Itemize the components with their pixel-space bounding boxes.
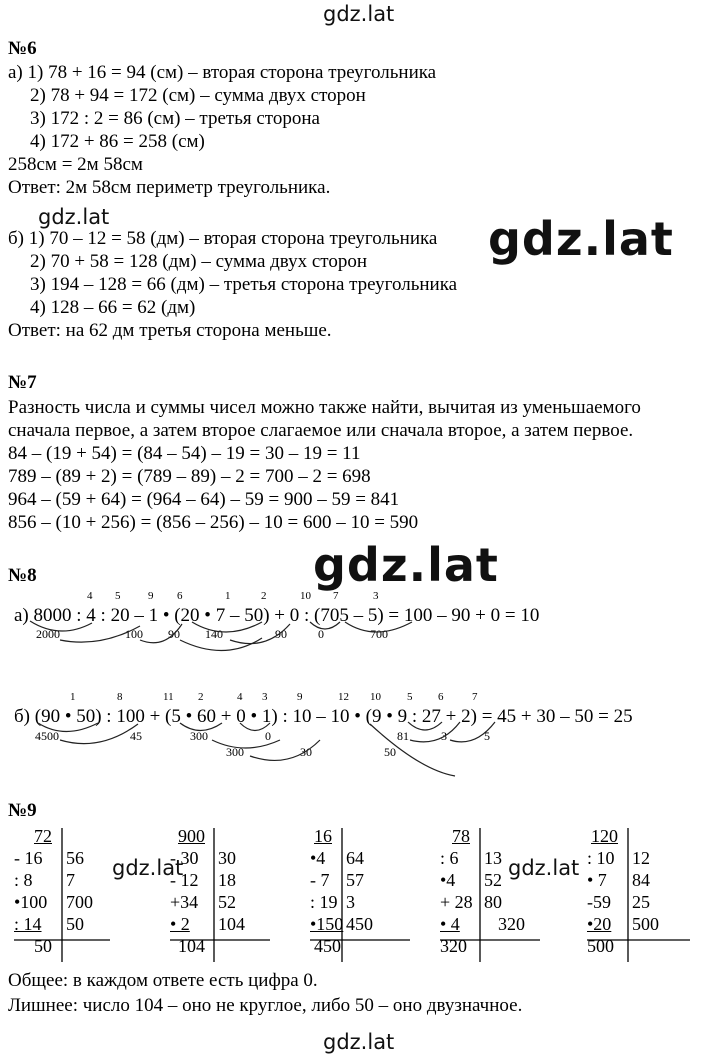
chain-result: 50 <box>34 936 52 956</box>
watermark-top: gdz.lat <box>323 2 395 26</box>
chain-operation: - 12 <box>170 870 199 890</box>
chain-operation: : 14 <box>14 914 42 934</box>
chain-value: 12 <box>632 848 650 868</box>
chain-result: 320 <box>440 936 467 956</box>
chain-value: 104 <box>218 914 245 934</box>
task6-line: а) 1) 78 + 16 = 94 (см) – вторая сторона треугольника <box>8 62 437 83</box>
intermediate-value: 81 <box>397 729 409 743</box>
chain-operation: + 28 <box>440 892 473 912</box>
chain-operation: •100 <box>14 892 48 912</box>
order-number: 8 <box>117 691 123 703</box>
order-number: 6 <box>438 691 444 703</box>
order-number: 9 <box>148 590 154 602</box>
intermediate-value: 0 <box>265 729 271 743</box>
chain-operation: • 7 <box>587 870 607 890</box>
chain-head: 900 <box>178 826 205 846</box>
task6-title: №6 <box>8 38 37 59</box>
task6-line: 258см = 2м 58см <box>8 154 143 175</box>
intermediate-value: 3 <box>441 729 447 743</box>
chain-operation: : 6 <box>440 848 459 868</box>
chain-value: 320 <box>498 914 525 934</box>
chain-operation: •150 <box>310 914 344 934</box>
chain-operation: +34 <box>170 892 199 912</box>
order-number: 7 <box>333 590 339 602</box>
task6-line: 3) 194 – 128 = 66 (дм) – третья сторона треугольника <box>30 274 458 295</box>
chain-operation: : 8 <box>14 870 33 890</box>
task7-title: №7 <box>8 372 37 393</box>
order-number: 2 <box>198 691 204 703</box>
chain-value: 50 <box>66 914 84 934</box>
chain-value: 500 <box>632 914 659 934</box>
watermark-large: gdz.lat <box>313 538 499 592</box>
chain-operation: •4 <box>440 870 456 890</box>
chain-value: 18 <box>218 870 236 890</box>
intermediate-value: 45 <box>130 729 142 743</box>
task6-line: 3) 172 : 2 = 86 (см) – третья сторона <box>30 108 320 129</box>
chain-head: 16 <box>314 826 332 846</box>
watermark-large: gdz.lat <box>488 212 674 266</box>
chain-result: 450 <box>314 936 341 956</box>
intermediate-value: 50 <box>384 745 396 759</box>
task7-line: 964 – (59 + 64) = (964 – 64) – 59 = 900 – 59 = 841 <box>8 489 400 510</box>
chain-value: 57 <box>346 870 364 890</box>
chain-value: 13 <box>484 848 502 868</box>
order-number: 7 <box>472 691 478 703</box>
chain-value: 64 <box>346 848 364 868</box>
task6-answer: Ответ: 2м 58см периметр треугольника. <box>8 177 331 198</box>
watermark-small: gdz.lat <box>38 205 110 229</box>
chain-value: 84 <box>632 870 650 890</box>
order-number: 9 <box>297 691 303 703</box>
chain-operation: • 4 <box>440 914 460 934</box>
chain-head: 120 <box>591 826 618 846</box>
task6-line: 4) 128 – 66 = 62 (дм) <box>30 297 196 318</box>
chain-operation: -59 <box>587 892 611 912</box>
chain-operation: •4 <box>310 848 326 868</box>
order-number: 12 <box>338 691 349 703</box>
task7-line: Разность числа и суммы чисел можно также найти, вычитая из уменьшаемого <box>8 397 641 418</box>
order-number: 11 <box>163 691 174 703</box>
intermediate-value: 5 <box>484 729 490 743</box>
order-number: 5 <box>407 691 413 703</box>
intermediate-value: 700 <box>370 627 388 641</box>
order-number: 5 <box>115 590 121 602</box>
task8-title: №8 <box>8 565 37 586</box>
task7-line: 84 – (19 + 54) = (84 – 54) – 19 = 30 – 19 = 11 <box>8 443 361 464</box>
chain-operation: : 10 <box>587 848 615 868</box>
watermark-small: gdz.lat <box>112 856 184 880</box>
task9-title: №9 <box>8 800 37 821</box>
task9-conclusion: Общее: в каждом ответе есть цифра 0. <box>8 970 318 991</box>
intermediate-value: 100 <box>125 627 143 641</box>
task7-line: 856 – (10 + 256) = (856 – 256) – 10 = 600 – 10 = 590 <box>8 512 419 533</box>
order-number: 10 <box>370 691 381 703</box>
intermediate-value: 300 <box>226 745 244 759</box>
intermediate-value: 2000 <box>36 627 60 641</box>
chain-operation: - 7 <box>310 870 330 890</box>
chain-value: 450 <box>346 914 373 934</box>
order-number: 4 <box>237 691 243 703</box>
intermediate-value: 90 <box>168 627 180 641</box>
order-number: 10 <box>300 590 311 602</box>
chain-value: 52 <box>218 892 236 912</box>
chain-operation: •20 <box>587 914 612 934</box>
chain-operation: • 2 <box>170 914 190 934</box>
chain-value: 7 <box>66 870 75 890</box>
chain-value: 3 <box>346 892 355 912</box>
task7-line: сначала первое, а затем второе слагаемое или сначала второе, а затем первое. <box>8 420 634 441</box>
intermediate-value: 0 <box>318 627 324 641</box>
intermediate-value: 30 <box>300 745 312 759</box>
chain-head: 72 <box>34 826 52 846</box>
chain-operation: - 30 <box>170 848 199 868</box>
task8-expression-b: б) (90 • 50) : 100 + (5 • 60 + 0 • 1) : 10 – 10 • (9 • 9 : 27 + 2) = 45 + 30 – 50 = 25 <box>14 706 633 727</box>
chain-result: 500 <box>587 936 614 956</box>
chain-value: 30 <box>218 848 236 868</box>
task6-line: б) 1) 70 – 12 = 58 (дм) – вторая сторона треугольника <box>8 228 438 249</box>
task6-line: 2) 78 + 94 = 172 (см) – сумма двух сторон <box>30 85 366 106</box>
order-number: 4 <box>87 590 93 602</box>
intermediate-value: 140 <box>205 627 223 641</box>
chain-result: 104 <box>178 936 205 956</box>
watermark-bottom: gdz.lat <box>323 1030 395 1054</box>
order-number: 1 <box>70 691 76 703</box>
chain-value: 52 <box>484 870 502 890</box>
chain-head: 78 <box>452 826 470 846</box>
order-number: 1 <box>225 590 231 602</box>
chain-value: 80 <box>484 892 502 912</box>
task6-answer: Ответ: на 62 дм третья сторона меньше. <box>8 320 332 341</box>
task6-line: 2) 70 + 58 = 128 (дм) – сумма двух сторон <box>30 251 368 272</box>
intermediate-value: 90 <box>275 627 287 641</box>
order-number: 3 <box>262 691 268 703</box>
order-number: 3 <box>373 590 379 602</box>
order-number: 2 <box>261 590 267 602</box>
chain-value: 56 <box>66 848 84 868</box>
intermediate-value: 300 <box>190 729 208 743</box>
chain-value: 25 <box>632 892 650 912</box>
chain-operation: : 19 <box>310 892 338 912</box>
watermark-small: gdz.lat <box>508 856 580 880</box>
chain-value: 700 <box>66 892 93 912</box>
task8-expression-a: а) 8000 : 4 : 20 – 1 • (20 • 7 – 50) + 0 : (705 – 5) = 100 – 90 + 0 = 10 <box>14 605 540 626</box>
task9-conclusion: Лишнее: число 104 – оно не круглое, либо 50 – оно двузначное. <box>8 995 523 1016</box>
chain-operation: - 16 <box>14 848 43 868</box>
task6-line: 4) 172 + 86 = 258 (см) <box>30 131 205 152</box>
intermediate-value: 4500 <box>35 729 59 743</box>
order-number: 6 <box>177 590 183 602</box>
task7-line: 789 – (89 + 2) = (789 – 89) – 2 = 700 – 2 = 698 <box>8 466 371 487</box>
